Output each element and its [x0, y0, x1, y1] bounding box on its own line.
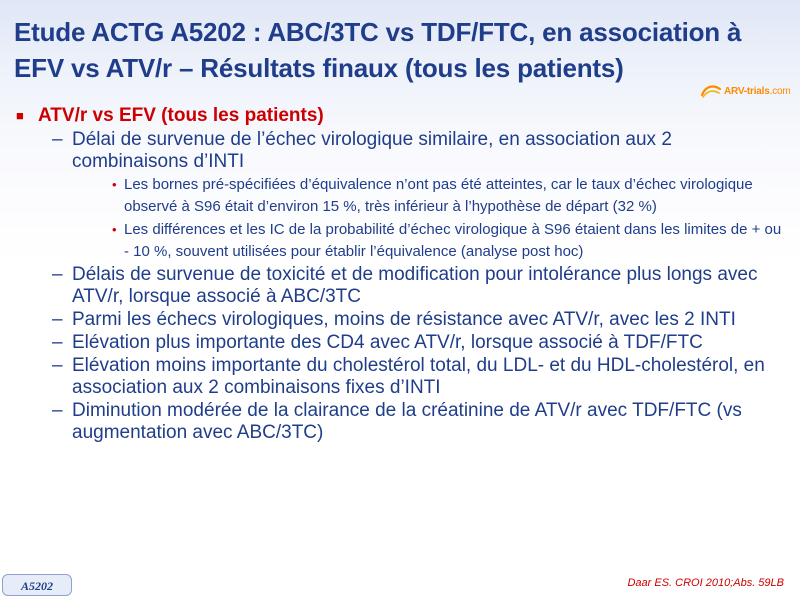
list-item: [52, 309, 787, 331]
dot-bullet-icon: •: [112, 177, 117, 192]
list-item-text: Elévation plus importante des CD4 avec ATV/r, lorsque associé à TDF/FTC: [72, 332, 703, 353]
list-item-text: Délai de survenue de l’échec virologique similaire, en association aux 2 combinaisons d’INTI: [72, 129, 672, 172]
list-item-text: Elévation moins importante du cholestérol total, du LDL- et du HDL-cholestérol, en association aux 2 combinaisons fixes d’INTI: [72, 355, 765, 398]
logo-name: ARV-trials: [724, 85, 770, 97]
list-item: [52, 264, 787, 308]
slide-title-line-2: EFV vs ATV/r – Résultats finaux (tous les patients): [14, 53, 624, 83]
sub-list-item: [112, 174, 787, 218]
list-item: [52, 129, 787, 173]
dot-bullet-icon: •: [112, 222, 117, 237]
slide-title-line-1: Etude ACTG A5202 : ABC/3TC vs TDF/FTC, en association à: [14, 17, 742, 47]
slide-title: [14, 14, 774, 86]
dash-bullet-icon: –: [52, 264, 63, 285]
dash-bullet-icon: –: [52, 332, 63, 353]
slide-content: [12, 104, 787, 444]
dash-bullet-icon: –: [52, 400, 63, 421]
logo-domain: .com: [769, 85, 791, 97]
dash-bullet-icon: –: [52, 355, 63, 376]
arv-trials-logo: [700, 80, 791, 102]
sub-list-item-text: Les différences et les IC de la probabilité d’échec virologique à S96 étaient dans les limites de + ou - 10 %, souvent utilisées pour établir l’équivalence (analyse post hoc): [124, 221, 782, 260]
dash-bullet-icon: –: [52, 309, 63, 330]
list-item: [52, 355, 787, 399]
sub-list-item: [112, 219, 787, 263]
list-item: [52, 400, 787, 444]
sub-list-item-text: Les bornes pré-spécifiées d’équivalence n’ont pas été atteintes, car le taux d’échec virologique observé à S96 était d’environ 15 %, très inférieur à l’hypothèse de départ (32 %): [124, 176, 753, 215]
list-item-text: Délais de survenue de toxicité et de modification pour intolérance plus longs avec ATV/r, lorsque associé à ABC/3TC: [72, 264, 758, 307]
square-bullet-icon: ■: [16, 108, 24, 123]
arv-trials-logo-text: [724, 86, 791, 97]
dash-bullet-icon: –: [52, 129, 63, 150]
list-item-text: Parmi les échecs virologiques, moins de résistance avec ATV/r, avec les 2 INTI: [72, 309, 736, 330]
section-heading: ATV/r vs EFV (tous les patients): [38, 105, 324, 126]
source-citation: Daar ES. CROI 2010;Abs. 59LB: [627, 577, 784, 589]
list-item-text: Diminution modérée de la clairance de la créatinine de ATV/r avec TDF/FTC (vs augmentation avec ABC/3TC): [72, 400, 742, 443]
heading-bullet: [12, 104, 787, 128]
study-badge: A5202: [2, 574, 72, 596]
list-item: [52, 332, 787, 354]
arv-trials-logo-icon: [700, 83, 722, 99]
